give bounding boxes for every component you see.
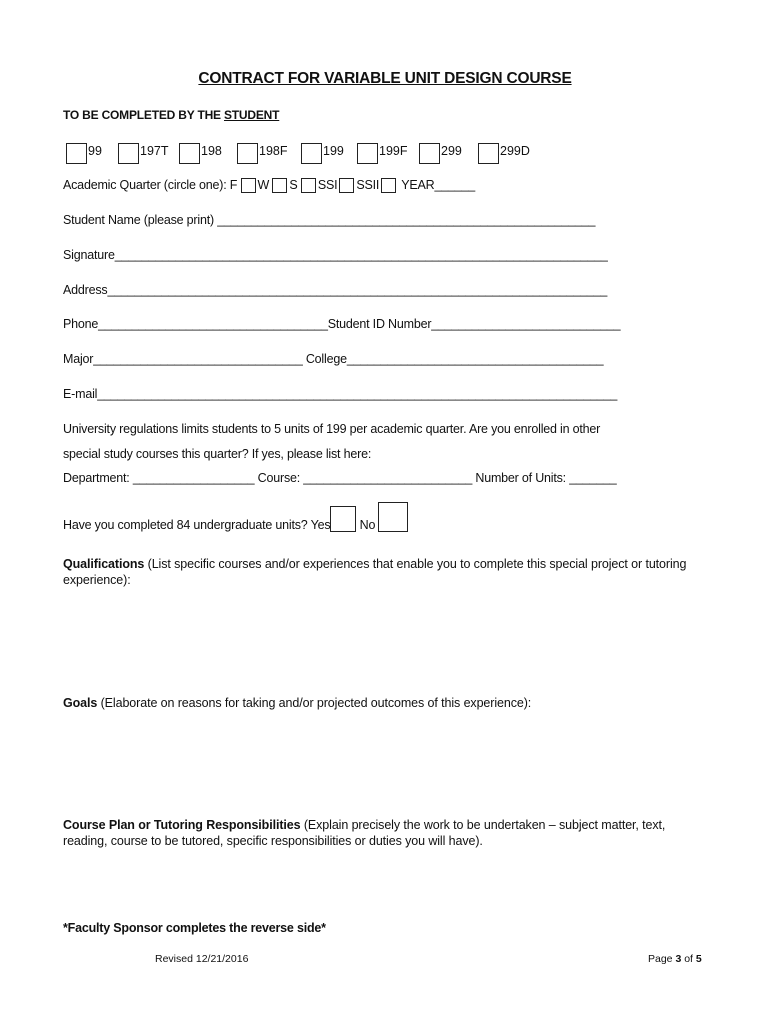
page-title: CONTRACT FOR VARIABLE UNIT DESIGN COURSE xyxy=(198,70,572,87)
quarter-option-ssii: SSII xyxy=(356,178,380,192)
course-label: 199 xyxy=(323,144,344,158)
quarter-option-s: S xyxy=(289,178,298,192)
address-field[interactable]: Address__________________________________________________________________________ xyxy=(63,283,608,297)
quarter-checkbox-ssii[interactable] xyxy=(339,178,354,193)
course-checkbox[interactable] xyxy=(237,143,258,164)
regulation-text-line2: special study courses this quarter? If yes, please list here: xyxy=(63,447,372,461)
no-checkbox[interactable] xyxy=(378,502,408,532)
course-label: 99 xyxy=(88,144,102,158)
goals-instructions: (Elaborate on reasons for taking and/or projected outcomes of this experience): xyxy=(97,696,532,710)
section-heading-student: STUDENT xyxy=(223,108,280,122)
course-plan-instructions: (Explain precisely the work to be undertaken – subject matter, text, reading, course to be tutored, specific responsibilities or duties you will have). xyxy=(63,818,666,848)
faculty-sponsor-note: *Faculty Sponsor completes the reverse side* xyxy=(63,921,326,935)
course-checkbox[interactable] xyxy=(419,143,440,164)
yes-checkbox[interactable] xyxy=(330,506,356,532)
course-plan-section xyxy=(63,817,713,849)
quarter-option-ssi: SSI xyxy=(317,178,338,192)
course-checkbox[interactable] xyxy=(118,143,139,164)
units-question-row xyxy=(63,502,408,532)
course-option-299d[interactable] xyxy=(478,143,530,164)
quarter-checkbox-year[interactable] xyxy=(381,178,396,193)
course-option-197t[interactable] xyxy=(118,143,169,164)
section-heading xyxy=(63,108,279,122)
phone-student-id-field[interactable]: Phone__________________________________Student ID Number____________________________ xyxy=(63,317,621,331)
goals-heading: Goals xyxy=(63,696,98,710)
section-heading-prefix: TO BE COMPLETED BY THE xyxy=(63,108,224,122)
no-label: No xyxy=(359,518,376,532)
course-label: 197T xyxy=(140,144,169,158)
page-prefix: Page xyxy=(648,953,676,965)
signature-field[interactable]: Signature_________________________________________________________________________ xyxy=(63,248,608,262)
units-question-label: Have you completed 84 undergraduate units? Yes xyxy=(63,518,331,532)
course-checkbox[interactable] xyxy=(478,143,499,164)
quarter-label: Academic Quarter (circle one): F xyxy=(63,178,238,192)
regulation-text-line1: University regulations limits students to 5 units of 199 per academic quarter. Are you enrolled in other xyxy=(63,422,601,436)
qualifications-instructions: (List specific courses and/or experiences that enable you to complete this special project or tutoring experience): xyxy=(63,557,687,587)
goals-section xyxy=(63,695,713,711)
revised-date: Revised 12/21/2016 xyxy=(155,953,249,965)
qualifications-section xyxy=(63,556,713,588)
course-option-198[interactable] xyxy=(179,143,222,164)
department-course-units-field[interactable]: Department: __________________ Course: _________________________ Number of Units: _______ xyxy=(63,471,617,485)
course-label: 299D xyxy=(500,144,530,158)
course-checkbox[interactable] xyxy=(357,143,378,164)
quarter-checkbox-ssi[interactable] xyxy=(301,178,316,193)
course-label: 198 xyxy=(201,144,222,158)
page-current: 3 xyxy=(675,953,682,965)
course-checkbox[interactable] xyxy=(179,143,200,164)
page-number xyxy=(648,953,702,965)
course-option-199f[interactable] xyxy=(357,143,408,164)
course-option-99[interactable] xyxy=(66,143,102,164)
page-total: 5 xyxy=(695,953,702,965)
quarter-year-field[interactable]: YEAR______ xyxy=(401,178,476,192)
academic-quarter-row xyxy=(63,178,475,193)
qualifications-heading: Qualifications xyxy=(63,557,145,571)
course-checkbox[interactable] xyxy=(301,143,322,164)
email-field[interactable]: E-mail_____________________________________________________________________________ xyxy=(63,387,618,401)
course-label: 199F xyxy=(379,144,408,158)
quarter-checkbox-s[interactable] xyxy=(272,178,287,193)
major-college-field[interactable]: Major_______________________________ College______________________________________ xyxy=(63,352,604,366)
course-option-198f[interactable] xyxy=(237,143,288,164)
course-label: 299 xyxy=(441,144,462,158)
course-checkbox[interactable] xyxy=(66,143,87,164)
course-option-199[interactable] xyxy=(301,143,344,164)
page-of: of xyxy=(681,953,696,965)
course-option-299[interactable] xyxy=(419,143,462,164)
student-name-field[interactable]: Student Name (please print) ________________________________________________________ xyxy=(63,213,596,227)
quarter-option-w: W xyxy=(257,178,270,192)
course-plan-heading: Course Plan or Tutoring Responsibilities xyxy=(63,818,301,832)
quarter-checkbox-w[interactable] xyxy=(241,178,256,193)
course-label: 198F xyxy=(259,144,288,158)
